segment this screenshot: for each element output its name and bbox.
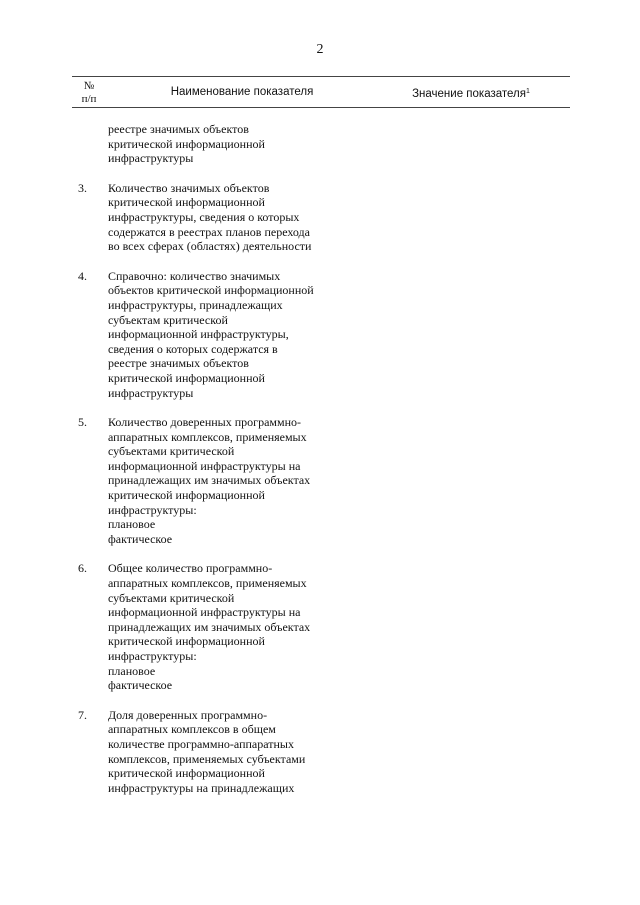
- indicator-name-line: Количество значимых объектов: [108, 180, 270, 195]
- indicator-name-line: аппаратных комплексов в общем: [108, 722, 276, 737]
- indicator-name-line: принадлежащих им значимых объектах: [108, 473, 311, 488]
- column-header-number-abbrev: п/п: [81, 93, 97, 105]
- indicator-rows: [78, 122, 558, 810]
- indicator-name-line: Справочно: количество значимых: [108, 268, 281, 283]
- row-number: 3.: [78, 180, 87, 195]
- indicator-name-line: сведения о которых содержатся в: [108, 341, 278, 356]
- indicator-name-line: плановое: [108, 663, 156, 678]
- indicator-name-line: инфраструктуры: [108, 385, 194, 400]
- indicator-name-line: аппаратных комплексов, применяемых: [108, 576, 307, 591]
- indicator-name-line: субъектам критической: [108, 312, 228, 327]
- table-row: [78, 269, 558, 400]
- indicator-name-line: фактическое: [108, 531, 173, 546]
- indicator-name-line: критической информационной: [108, 370, 265, 385]
- indicator-name-line: критической информационной: [108, 195, 265, 210]
- indicator-name-line: инфраструктуры:: [108, 502, 197, 517]
- indicator-name-line: критической информационной: [108, 136, 265, 151]
- indicator-name-line: Общее количество программно-: [108, 561, 273, 576]
- indicator-name: [108, 561, 348, 692]
- row-number: 6.: [78, 561, 87, 576]
- indicator-name-line: субъектами критической: [108, 590, 235, 605]
- indicator-name-line: Доля доверенных программно-: [108, 707, 268, 722]
- table-row: [78, 181, 558, 254]
- indicator-name: [108, 122, 348, 166]
- column-header-indicator-value: [372, 77, 570, 107]
- table-row: [78, 708, 558, 796]
- indicator-name: [108, 181, 348, 254]
- indicator-name-line: инфраструктуры, сведения о которых: [108, 209, 300, 224]
- indicator-name-line: объектов критической информационной: [108, 283, 314, 298]
- indicator-name-line: инфраструктуры на принадлежащих: [108, 780, 295, 795]
- footnote-marker: 1: [525, 88, 530, 95]
- indicator-name-line: информационной инфраструктуры,: [108, 327, 289, 342]
- indicator-name-line: критической информационной: [108, 634, 265, 649]
- indicator-name-line: аппаратных комплексов, применяемых: [108, 429, 307, 444]
- indicator-name-line: количестве программно-аппаратных: [108, 736, 294, 751]
- indicator-name-line: реестре значимых объектов: [108, 122, 249, 136]
- indicator-name-line: содержатся в реестрах планов перехода: [108, 224, 310, 239]
- table-row: [78, 561, 558, 692]
- indicator-name-line: Количество доверенных программно-: [108, 415, 302, 430]
- indicator-name-line: инфраструктуры:: [108, 649, 197, 663]
- table-row: [78, 122, 558, 166]
- row-number: 4.: [78, 268, 87, 283]
- indicator-name-line: критической информационной: [108, 766, 265, 781]
- table-row: [78, 415, 558, 546]
- indicator-name-line: реестре значимых объектов: [108, 356, 249, 371]
- indicator-name-line: комплексов, применяемых субъектами: [108, 751, 306, 766]
- indicator-name: [108, 269, 348, 400]
- indicator-name-line: информационной инфраструктуры на: [108, 605, 301, 620]
- indicator-name: [108, 708, 348, 796]
- row-number: 7.: [78, 707, 87, 722]
- indicator-name: [108, 415, 348, 546]
- indicator-name-line: во всех сферах (областях) деятельности: [108, 239, 312, 254]
- indicator-name-line: критической информационной: [108, 488, 265, 503]
- column-header-number-symbol: №: [83, 80, 95, 92]
- indicator-name-line: принадлежащих им значимых объектах: [108, 619, 311, 634]
- column-header-number: [72, 77, 106, 107]
- indicator-name-line: инфраструктуры: [108, 151, 194, 166]
- indicator-name-line: инфраструктуры, принадлежащих: [108, 297, 283, 312]
- indicator-name-line: плановое: [108, 517, 156, 532]
- page-number: 2: [316, 42, 324, 57]
- indicator-name-line: фактическое: [108, 678, 173, 693]
- indicator-name-line: информационной инфраструктуры на: [108, 458, 301, 473]
- column-header-indicator-value-label: Значение показателя: [412, 88, 526, 100]
- table-header: [72, 76, 570, 108]
- indicator-name-line: субъектами критической: [108, 444, 235, 459]
- row-number: 5.: [78, 415, 87, 430]
- column-header-indicator-name: Наименование показателя: [170, 86, 314, 98]
